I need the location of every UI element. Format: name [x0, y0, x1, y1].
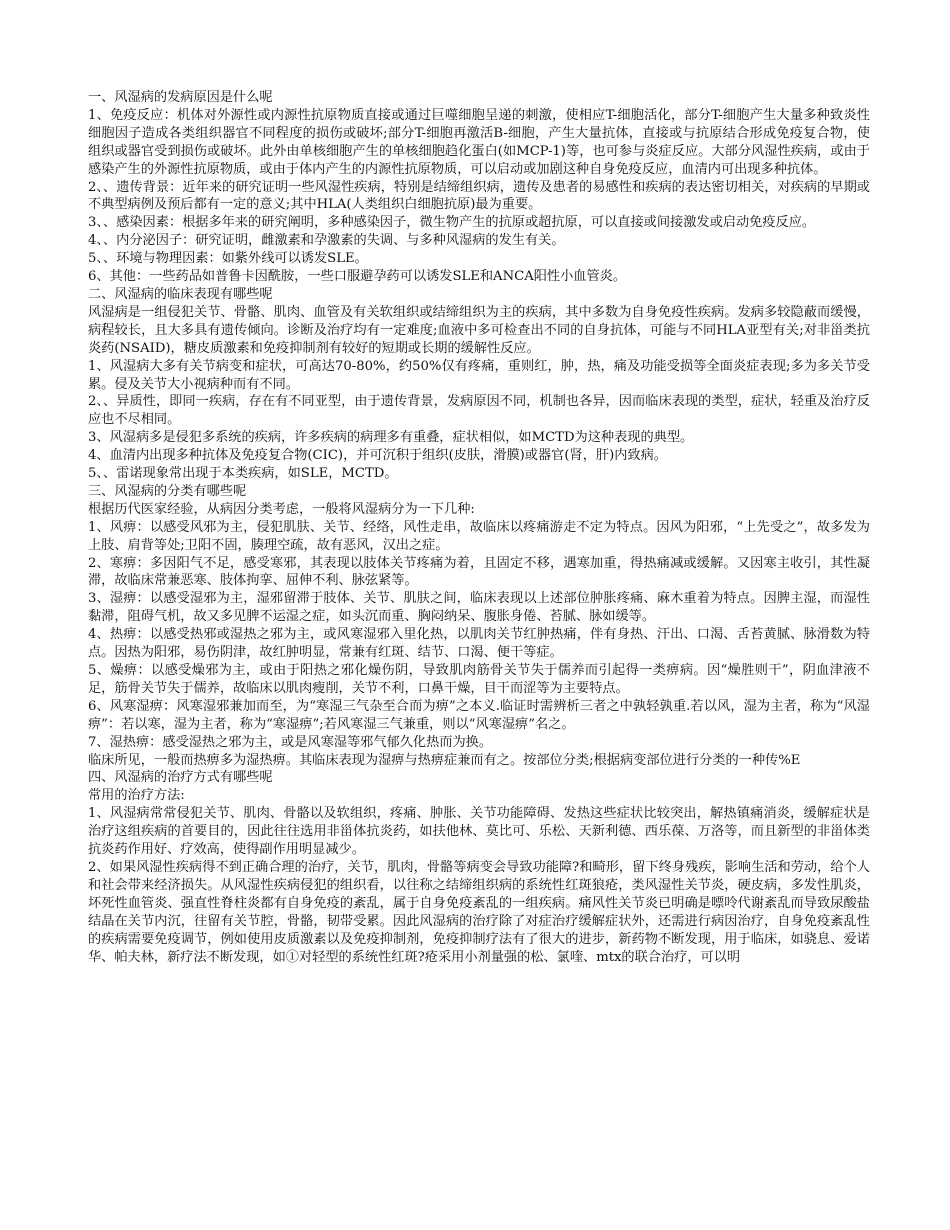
body-paragraph: 3、湿痹：以感受湿邪为主，湿邪留滞于肢体、关节、肌肤之间，临床表现以上述部位肿胀疼痛、麻木重着为特点。因脾主湿，而湿性黏滞，阻碍气机，故又多见脾不运湿之症，如头沉而重、胸闷纳呆、腹胀身倦、苔腻、脉如缓等。 — [88, 591, 870, 625]
body-paragraph: 5、、环境与物理因素：如紫外线可以诱发SLE。 — [88, 251, 368, 267]
body-paragraph: 2、、异质性，即同一疾病，存在有不同亚型，由于遗传背景，发病原因不同，机制也各异，因而临床表现的类型，症状，轻重及治疗反应也不尽相同。 — [88, 394, 870, 428]
body-paragraph: 6、其他：一些药品如普鲁卡因酰胺，一些口服避孕药可以诱发SLE和ANCA阳性小血管炎。 — [88, 269, 627, 285]
body-paragraph: 常用的治疗方法: — [88, 788, 185, 804]
document-page — [88, 89, 870, 966]
section-heading: 二、风湿病的临床表现有哪些呢 — [88, 286, 273, 302]
body-paragraph: 临床所见，一般而热痹多为湿热痹。其临床表现为湿痹与热痹症兼而有之。按部位分类;根据病变部位进行分类的一种传%E — [88, 752, 801, 768]
body-paragraph: 2、如果风湿性疾病得不到正确合理的治疗，关节，肌肉，骨骼等病变会导致功能障?和畸形，留下终身残疾，影响生活和劳动，给个人和社会带来经济损失。从风湿性疾病侵犯的组织看，以往称之结缔组织病的系统性红斑狼疮，类风湿性关节炎，硬皮病，多发性肌炎，坏死性血管炎、强直性脊柱炎都有自身免疫的紊乱，属于自身免疫紊乱的一组疾病。痛风性关节炎已明确是嘌呤代谢紊乱而导致尿酸盐结晶在关节内沉，往留有关节腔，骨骼，韧带受累。因此风湿病的治疗除了对症治疗缓解症状外，还需进行病因治疗，自身免疫紊乱性的疾病需要免疫调节，例如使用皮质激素以及免疫抑制剂，免疫抑制疗法有了很大的进步，新药物不断发现，用于临床，如骁息、爱诺华、帕夫林，新疗法不断发现，如①对轻型的系统性红斑?疮采用小剂量强的松、氯喹、mtx的联合治疗，可以明 — [88, 859, 870, 965]
body-paragraph: 5、燥痹：以感受燥邪为主，或由于阳热之邪化燥伤阴，导致肌肉筋骨关节失于儒养而引起得一类痹病。因“燥胜则干”，阴血津液不足，筋骨关节失于儒养，故临床以肌肉瘦削，关节不利，口鼻干燥，目干而涩等为主要特点。 — [88, 663, 870, 696]
body-paragraph: 1、风湿病常常侵犯关节、肌肉、骨骼以及软组织，疼痛、肿胀、关节功能障碍、发热这些症状比较突出，解热镇痛消炎，缓解症状是治疗这组疾病的首要目的，因此往往选用非甾体抗炎药，如扶他林、莫比可、乐松、天新利德、西乐葆、万洛等，而且新型的非甾体类抗炎药作用好、疗效高，使得副作用明显减少。 — [88, 806, 870, 858]
body-paragraph: 6、风寒湿痹：风寒湿邪兼加而至，为“寒湿三气杂至合而为痹”之本义.临证时需辨析三者之中孰轻孰重.若以风，湿为主者，称为“风湿痹”：若以寒，湿为主者，称为“寒湿痹”;若风寒湿三气兼重，则以“风寒湿痹”名之。 — [88, 698, 870, 732]
body-paragraph: 1、风湿病大多有关节病变和症状，可高达70-80%，约50%仅有疼痛，重则红，肿，热，痛及功能受损等全面炎症表现;多为多关节受累。侵及关节大小视病种而有不同。 — [88, 358, 870, 392]
section-heading: 三、风湿病的分类有哪些呢 — [88, 483, 247, 499]
body-paragraph: 7、湿热痹：感受湿热之邪为主，或是风寒湿等邪气郁久化热而为换。 — [88, 734, 493, 750]
body-paragraph: 2、、遗传背景：近年来的研究证明一些风湿性疾病，特别是结缔组织病，遗传及患者的易感性和疾病的表达密切相关，对疾病的早期或不典型病例及预后都有一定的意义;其中HLA(人类组织白细胞抗原)最为重要。 — [88, 179, 870, 213]
body-paragraph: 5、、雷诺现象常出现于本类疾病，如SLE，MCTD。 — [88, 466, 398, 482]
body-paragraph: 根据历代医家经验，从病因分类考虑，一般将风湿病分为一下几种: — [88, 501, 475, 517]
section-heading: 一、风湿病的发病原因是什么呢 — [88, 90, 273, 105]
section-heading: 四、风湿病的治疗方式有哪些呢 — [88, 770, 273, 786]
body-paragraph: 4、热痹：以感受热邪或湿热之邪为主，或风寒湿邪入里化热，以肌肉关节红肿热痛，伴有身热、汗出、口渴、舌苔黄腻、脉滑数为特点。因热为阳邪，易伤阴津，故红肿明显，常兼有红斑、结节、口渴、便干等症。 — [88, 627, 870, 661]
body-paragraph: 3、风湿病多是侵犯多系统的疾病，许多疾病的病理多有重叠，症状相似，如MCTD为这种表现的典型。 — [88, 430, 694, 446]
body-paragraph: 1、免疫反应：机体对外源性或内源性抗原物质直接或通过巨噬细胞呈递的刺激，使相应T-细胞活化，部分T-细胞产生大量多种致炎性细胞因子造成各类组织器官不同程度的损伤或破坏;部分T-细胞再激活B-细胞，产生大量抗体，直接或与抗原结合形成免疫复合物，使组织或器官受到损伤或破坏。此外由单核细胞产生的单核细胞趋化蛋白(如MCP-1)等，也可参与炎症反应。大部分风湿性疾病，或由于感染产生的外源性抗原物质，或由于体内产生的内源性抗原物质，可以启动或加剧这种自身免疫反应，血清内可出现多种抗体。 — [88, 107, 870, 177]
body-paragraph: 1、风痹：以感受风邪为主，侵犯肌肤、关节、经络，风性走串，故临床以疼痛游走不定为特点。因风为阳邪，“上先受之”，故多发为上肢、肩背等处;卫阳不固，腠理空疏，故有恶风，汉出之症。 — [88, 519, 870, 553]
body-paragraph: 3、、感染因素：根据多年来的研究阐明，多种感染因子，微生物产生的抗原或超抗原，可以直接或间接激发或启动免疫反应。 — [88, 215, 816, 231]
body-paragraph: 风湿病是一组侵犯关节、骨骼、肌肉、血管及有关软组织或结缔组织为主的疾病，其中多数为自身免疫性疾病。发病多较隐蔽而缓慢，病程较长，且大多具有遗传倾向。诊断及治疗均有一定难度;血液中多可检查出不同的自身抗体，可能与不同HLA亚型有关;对非甾类抗炎药(NSAID)，糖皮质激素和免疫抑制剂有较好的短期或长期的缓解性反应。 — [88, 304, 870, 356]
body-paragraph: 4、血清内出现多种抗体及免疫复合物(CIC)，并可沉积于组织(皮肤，滑膜)或器官(肾，肝)内致病。 — [88, 448, 667, 464]
body-paragraph: 2、寒痹：多因阳气不足，感受寒邪，其表现以肢体关节疼痛为着，且固定不移，遇寒加重，得热痛减或缓解。又因寒主收引，其性凝滞，故临床常兼恶寒、肢体拘挛、屈伸不利、脉弦紧等。 — [88, 555, 870, 589]
body-paragraph: 4、、内分泌因子：研究证明，雌激素和孕激素的失调、与多种风湿病的发生有关。 — [88, 233, 565, 249]
